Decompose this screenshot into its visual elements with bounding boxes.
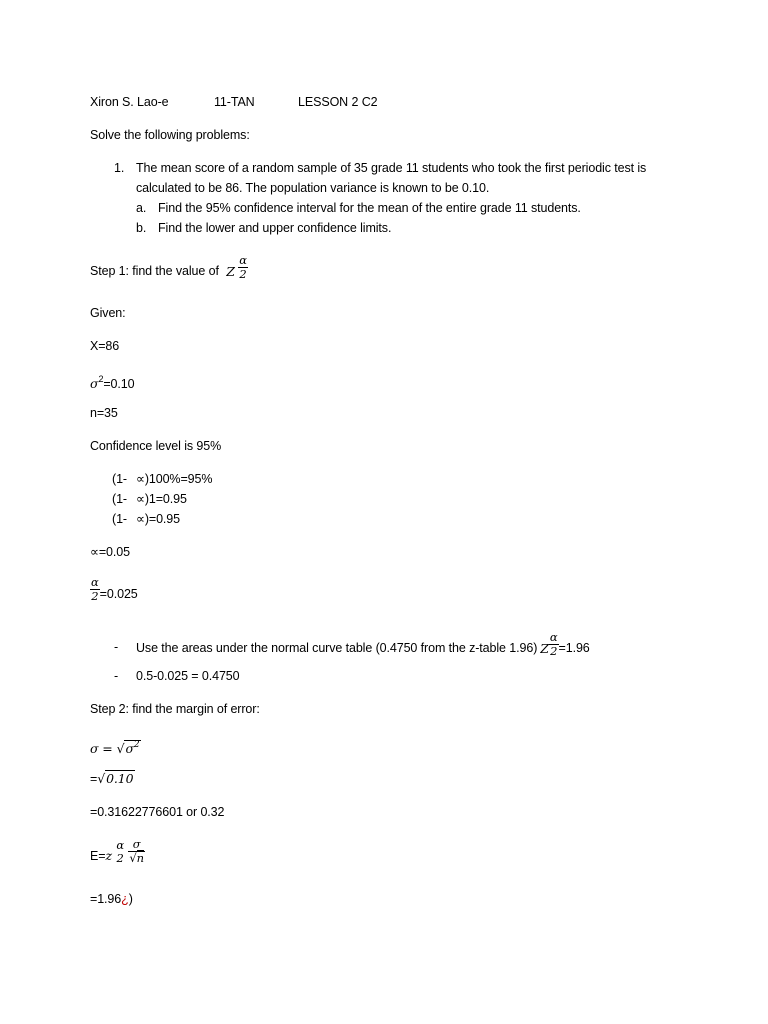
sqrt-icon: √ (116, 741, 125, 756)
step-1-z: Z (226, 263, 235, 279)
sigma-over-sqrt-n (128, 838, 145, 865)
radicand-exponent: 2 (133, 740, 140, 750)
problem-number: 1. (114, 161, 125, 175)
subitem-b-label: b. (136, 221, 147, 235)
equals-sign: = (90, 772, 98, 786)
derivation-line-3 (112, 511, 180, 527)
sigma-symbol: σ (90, 376, 99, 391)
sqrt-icon: √ (129, 851, 137, 866)
final-line (90, 891, 133, 907)
bullet-2: 0.5-0.025 = 0.4750 (136, 669, 240, 683)
subitem-b-text: Find the lower and upper confidence limits. (158, 221, 392, 235)
sigma-exponent: 2 (98, 374, 104, 384)
bullet-dash-2: - (114, 669, 119, 683)
fraction-denominator: 2 (91, 589, 99, 604)
alpha-over-2 (115, 839, 125, 865)
variance-value: =0.10 (103, 377, 135, 391)
derivation-body: ∝)100%=95% (135, 472, 213, 486)
sqrt-value-line (90, 771, 135, 787)
sigma-formula (90, 737, 141, 757)
bullet-1-text: Use the areas under the normal curve table (0.4750 from the z-table 1.96) (136, 640, 538, 655)
final-suffix: ) (128, 892, 133, 906)
final-red-mark: ¿ (121, 892, 129, 906)
fraction-numerator: σ (128, 838, 145, 852)
e-z: z (105, 848, 112, 863)
fraction-denominator: 2 (239, 267, 247, 281)
sqrt-expression (117, 740, 141, 756)
e-prefix: E= (90, 849, 106, 863)
bullet-1 (136, 630, 590, 658)
given-x: X=86 (90, 339, 120, 353)
derivation-line-2 (112, 491, 187, 507)
sqrt-expression (97, 770, 134, 786)
bullet-1-fraction (549, 631, 559, 658)
margin-of-error-formula (90, 837, 145, 866)
radicand: 0.10 (106, 771, 134, 786)
sqrt-icon: √ (97, 771, 106, 786)
fraction-denominator: 2 (550, 644, 558, 658)
derivation-prefix: (1- (112, 472, 127, 486)
step-1-fraction (238, 254, 248, 281)
fraction-denominator (128, 852, 145, 865)
given-n: n=35 (90, 406, 118, 420)
step-1-text: Step 1: find the value of (90, 263, 219, 278)
derivation-body: ∝)=0.95 (135, 512, 181, 526)
final-prefix: =1.96 (90, 892, 122, 906)
sigma-result: =0.31622776601 or 0.32 (90, 805, 225, 819)
step-2-heading: Step 2: find the margin of error: (90, 702, 260, 716)
instructions: Solve the following problems: (90, 128, 250, 142)
half-alpha-value: =0.025 (99, 587, 138, 601)
sigma-lhs: σ = (90, 741, 117, 756)
half-alpha-line (90, 575, 138, 604)
radicand: σ (125, 741, 134, 756)
subitem-a-label: a. (136, 201, 147, 215)
derivation-prefix: (1- (112, 512, 127, 526)
step-1-heading (90, 253, 248, 281)
bullet-1-z: Z (540, 640, 549, 656)
derivation-line-1 (112, 471, 212, 487)
half-alpha-fraction (90, 576, 100, 603)
fraction-numerator: α (549, 630, 558, 644)
given-label: Given: (90, 306, 126, 320)
fraction-numerator: α (116, 837, 124, 852)
fraction-numerator: α (91, 575, 99, 590)
student-name: Xiron S. Lao-e (90, 95, 169, 109)
derivation-body: ∝)1=0.95 (135, 492, 187, 506)
bullet-1-value: =1.96 (558, 640, 590, 655)
fraction-denominator: 2 (116, 850, 124, 865)
problem-line-1: The mean score of a random sample of 35 grade 11 students who took the first periodic test is (136, 161, 647, 175)
derivation-prefix: (1- (112, 492, 127, 506)
confidence-level: Confidence level is 95% (90, 439, 222, 453)
problem-line-2: calculated to be 86. The population variance is known to be 0.10. (136, 181, 490, 195)
lesson-label: LESSON 2 C2 (298, 95, 378, 109)
fraction-numerator: α (239, 253, 247, 267)
radicand: n (136, 851, 144, 866)
section-label: 11-TAN (214, 95, 255, 109)
subitem-a-text: Find the 95% confidence interval for the mean of the entire grade 11 students. (158, 201, 581, 215)
bullet-dash-1: - (114, 640, 119, 654)
alpha-value: ∝=0.05 (90, 545, 130, 559)
given-variance (90, 371, 134, 392)
